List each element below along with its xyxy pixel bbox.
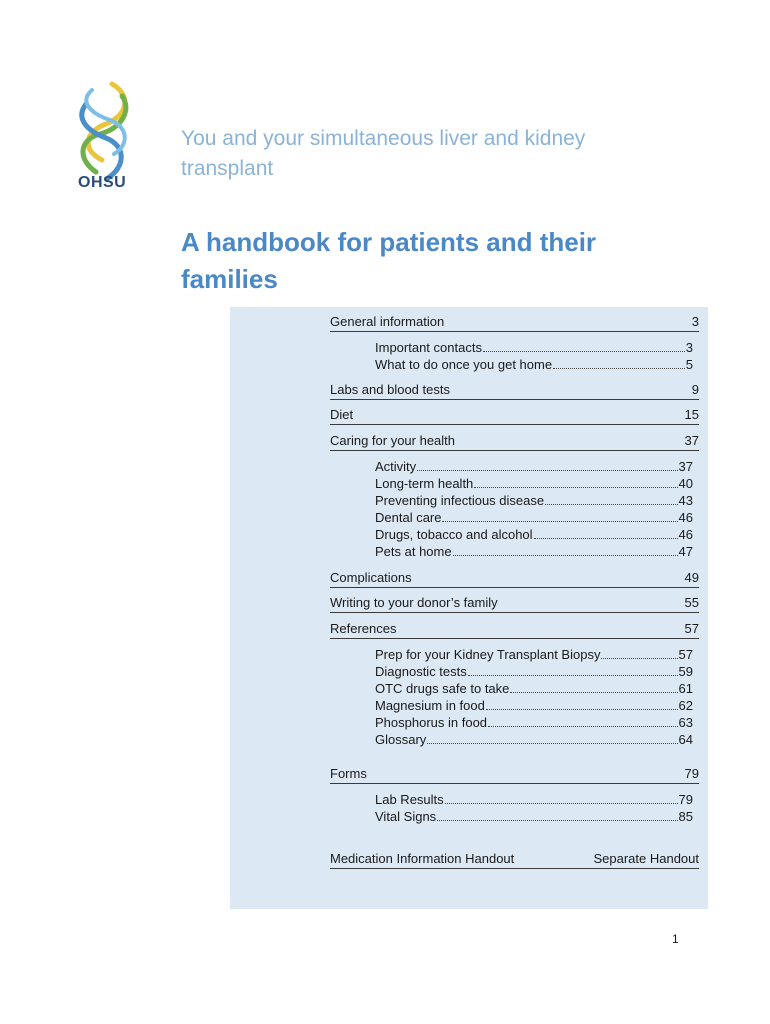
toc-entry-page: 43 xyxy=(678,493,693,508)
toc-entry[interactable] xyxy=(375,543,693,560)
toc-entry-page: 63 xyxy=(678,715,693,730)
toc-section-page: 57 xyxy=(684,621,699,636)
toc-entry-page: 85 xyxy=(678,809,693,824)
toc-leader xyxy=(510,680,677,693)
toc-entry-label: OTC drugs safe to take xyxy=(375,681,510,696)
toc-entry-label: Long-term health xyxy=(375,476,474,491)
toc-entry-page: 57 xyxy=(678,647,693,662)
toc-entry[interactable] xyxy=(375,339,693,356)
toc-section-label: Labs and blood tests xyxy=(330,382,450,397)
toc-entry-label: Phosphorus in food xyxy=(375,715,488,730)
toc-section[interactable] xyxy=(330,766,699,784)
toc-entry-label: Vital Signs xyxy=(375,809,437,824)
toc-section[interactable] xyxy=(330,595,699,613)
toc-section[interactable] xyxy=(330,407,699,425)
toc-leader xyxy=(534,526,678,539)
toc-section-label: Complications xyxy=(330,570,412,585)
toc-entry[interactable] xyxy=(375,697,693,714)
toc-leader xyxy=(601,646,677,659)
toc-entry-label: Drugs, tobacco and alcohol xyxy=(375,527,533,542)
toc-section[interactable] xyxy=(330,314,699,332)
toc-entry-label: Magnesium in food xyxy=(375,698,485,713)
toc-entry-label: Activity xyxy=(375,459,417,474)
toc-leader xyxy=(453,543,678,556)
toc-entry-label: Pets at home xyxy=(375,544,452,559)
toc-entry[interactable] xyxy=(375,714,693,731)
toc-entry-label: Lab Results xyxy=(375,792,444,807)
toc-section[interactable] xyxy=(330,433,699,451)
toc-leader xyxy=(427,731,677,744)
toc-entry[interactable] xyxy=(375,475,693,492)
toc-entry-label: Dental care xyxy=(375,510,442,525)
toc-entry-page: 37 xyxy=(678,459,693,474)
toc-section[interactable] xyxy=(330,851,699,869)
toc-entry-page: 62 xyxy=(678,698,693,713)
toc-section-label: Writing to your donor’s family xyxy=(330,595,498,610)
toc-entry[interactable] xyxy=(375,680,693,697)
toc-leader xyxy=(486,697,678,710)
toc-section-page: 55 xyxy=(684,595,699,610)
toc-entry-label: Glossary xyxy=(375,732,427,747)
toc-section-label: Medication Information Handout xyxy=(330,851,515,866)
toc-section-label: Caring for your health xyxy=(330,433,456,448)
document-title: A handbook for patients and their families xyxy=(181,227,597,294)
toc-entry-page: 61 xyxy=(678,681,693,696)
toc-section-page: 79 xyxy=(684,766,699,781)
toc-leader xyxy=(468,663,678,676)
toc-entry-page: 79 xyxy=(678,792,693,807)
toc-section-label: References xyxy=(330,621,397,636)
toc-entry[interactable] xyxy=(375,356,693,373)
toc-section-label: Diet xyxy=(330,407,354,422)
toc-leader xyxy=(442,509,677,522)
toc-entry-page: 46 xyxy=(678,510,693,525)
toc-entry-label: Diagnostic tests xyxy=(375,664,467,679)
toc-entry-label: What to do once you get home xyxy=(375,357,553,372)
toc-entry-page: 46 xyxy=(678,527,693,542)
toc-section-page: 49 xyxy=(684,570,699,585)
toc-section-page: 3 xyxy=(691,314,699,329)
toc-section[interactable] xyxy=(330,570,699,588)
toc-entry[interactable] xyxy=(375,808,693,825)
toc-leader xyxy=(488,714,678,727)
toc-entry[interactable] xyxy=(375,791,693,808)
toc-leader xyxy=(437,808,677,821)
toc-entry[interactable] xyxy=(375,663,693,680)
logo-text: OHSU xyxy=(78,174,127,191)
toc-entry[interactable] xyxy=(375,492,693,509)
toc-section-label: Forms xyxy=(330,766,367,781)
toc-leader xyxy=(474,475,677,488)
toc-leader xyxy=(545,492,677,505)
toc-entry-page: 5 xyxy=(685,357,693,372)
toc-section[interactable] xyxy=(330,382,699,400)
toc-entry[interactable] xyxy=(375,646,693,663)
toc-leader xyxy=(445,791,678,804)
toc-entry[interactable] xyxy=(375,458,693,475)
toc-leader xyxy=(483,339,685,352)
toc-entry-page: 64 xyxy=(678,732,693,747)
page-number: 1 xyxy=(672,932,679,946)
toc-entry[interactable] xyxy=(375,526,693,543)
toc-leader xyxy=(417,458,677,471)
toc-leader xyxy=(553,356,685,369)
toc-section-page: Separate Handout xyxy=(593,851,699,866)
toc-entry-page: 59 xyxy=(678,664,693,679)
toc-entry-label: Preventing infectious disease xyxy=(375,493,545,508)
toc-entry-page: 47 xyxy=(678,544,693,559)
toc-section-label: General information xyxy=(330,314,445,329)
toc-entry-page: 40 xyxy=(678,476,693,491)
toc-entry[interactable] xyxy=(375,731,693,748)
toc-section-page: 15 xyxy=(684,407,699,422)
toc-section-page: 37 xyxy=(684,433,699,448)
toc-entry-label: Important contacts xyxy=(375,340,482,355)
toc-section[interactable] xyxy=(330,621,699,639)
toc-section-page: 9 xyxy=(691,382,699,397)
document-subtitle: You and your simultaneous liver and kidney transplant xyxy=(181,127,586,180)
toc-entry-label: Prep for your Kidney Transplant Biopsy xyxy=(375,647,601,662)
toc-entry[interactable] xyxy=(375,509,693,526)
toc-entry-page: 3 xyxy=(685,340,693,355)
